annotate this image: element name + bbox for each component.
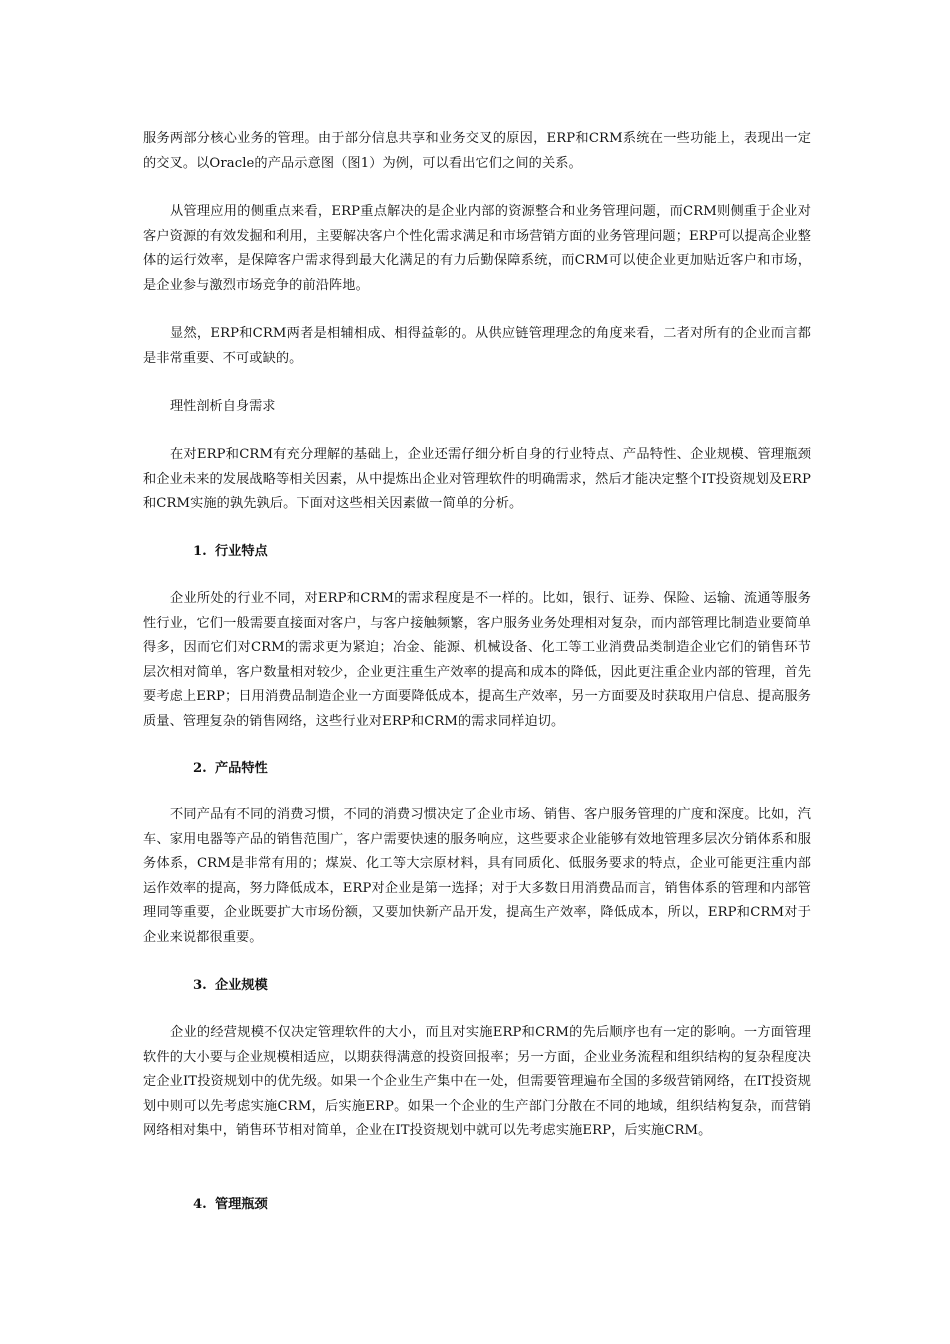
heading-industry — [193, 540, 268, 564]
heading-scale — [193, 974, 268, 998]
heading-number: 2. — [193, 761, 207, 776]
paragraph-product: 不同产品有不同的消费习惯，不同的消费习惯决定了企业市场、销售、客户服务管理的广度和深度。比如，汽车、家用电器等产品的销售范围广，客户需要快速的服务响应，这些要求企业能够有效地管理多层次分销体系和服务体系，CRM是非常有用的；煤炭、化工等大宗原材料，具有同质化、低服务要求的特点，企业可能更注重内部运作效率的提高，努力降低成本，ERP对企业是第一选择；对于大多数日用消费品而言，销售体系的管理和内部管理同等重要，企业既要扩大市场份额，又要加快新产品开发，提高生产效率，降低成本，所以，ERP和CRM对于企业来说都很重要。 — [143, 807, 811, 945]
heading-title: 企业规模 — [215, 978, 268, 993]
heading-bottleneck — [193, 1193, 268, 1217]
heading-number: 4. — [193, 1197, 207, 1212]
heading-number: 1. — [193, 544, 207, 559]
paragraph-needs-analysis: 在对ERP和CRM有充分理解的基础上，企业还需仔细分析自身的行业特点、产品特性、企业规模、管理瓶颈和企业未来的发展战略等相关因素，从中提炼出企业对管理软件的明确需求，然后才能决定整个IT投资规划及ERP和CRM实施的孰先孰后。下面对这些相关因素做一简单的分析。 — [143, 447, 811, 512]
heading-product — [193, 757, 268, 781]
section-subtitle: 理性剖析自身需求 — [170, 399, 276, 414]
heading-title: 行业特点 — [215, 544, 268, 559]
paragraph-erp-crm-overlap: 服务两部分核心业务的管理。由于部分信息共享和业务交叉的原因，ERP和CRM系统在一些功能上，表现出一定的交叉。以Oracle的产品示意图（图1）为例，可以看出它们之间的关系。 — [143, 131, 811, 171]
paragraph-industry: 企业所处的行业不同，对ERP和CRM的需求程度是不一样的。比如，银行、证券、保险、运输、流通等服务性行业，它们一般需要直接面对客户，与客户接触频繁，客户服务业务处理相对复杂，而内部管理比制造业要简单得多，因而它们对CRM的需求更为紧迫；冶金、能源、机械设备、化工等工业消费品类制造企业它们的销售环节层次相对简单，客户数量相对较少，企业更注重生产效率的提高和成本的降低，因此更注重企业内部的管理，首先要考虑上ERP；日用消费品制造企业一方面要降低成本，提高生产效率，另一方面要及时获取用户信息、提高服务质量、管理复杂的销售网络，这些行业对ERP和CRM的需求同样迫切。 — [143, 591, 811, 729]
paragraph-complementary: 显然，ERP和CRM两者是相辅相成、相得益彰的。从供应链管理理念的角度来看，二者对所有的企业而言都是非常重要、不可或缺的。 — [143, 326, 811, 366]
heading-number: 3. — [193, 978, 207, 993]
paragraph-management-focus: 从管理应用的侧重点来看，ERP重点解决的是企业内部的资源整合和业务管理问题，而CRM则侧重于企业对客户资源的有效发掘和利用，主要解决客户个性化需求满足和市场营销方面的业务管理问题；ERP可以提高企业整体的运行效率，是保障客户需求得到最大化满足的有力后勤保障系统，而CRM可以使企业更加贴近客户和市场，是企业参与激烈市场竞争的前沿阵地。 — [143, 204, 811, 293]
heading-title: 产品特性 — [215, 761, 268, 776]
paragraph-scale: 企业的经营规模不仅决定管理软件的大小，而且对实施ERP和CRM的先后顺序也有一定的影响。一方面管理软件的大小要与企业规模相适应，以期获得满意的投资回报率；另一方面，企业业务流程和组织结构的复杂程度决定企业IT投资规划中的优先级。如果一个企业生产集中在一处，但需要管理遍布全国的多级营销网络，在IT投资规划中则可以先考虑实施CRM，后实施ERP。如果一个企业的生产部门分散在不同的地域，组织结构复杂，而营销网络相对集中，销售环节相对简单，企业在IT投资规划中就可以先考虑实施ERP，后实施CRM。 — [143, 1025, 811, 1139]
heading-title: 管理瓶颈 — [215, 1197, 268, 1212]
